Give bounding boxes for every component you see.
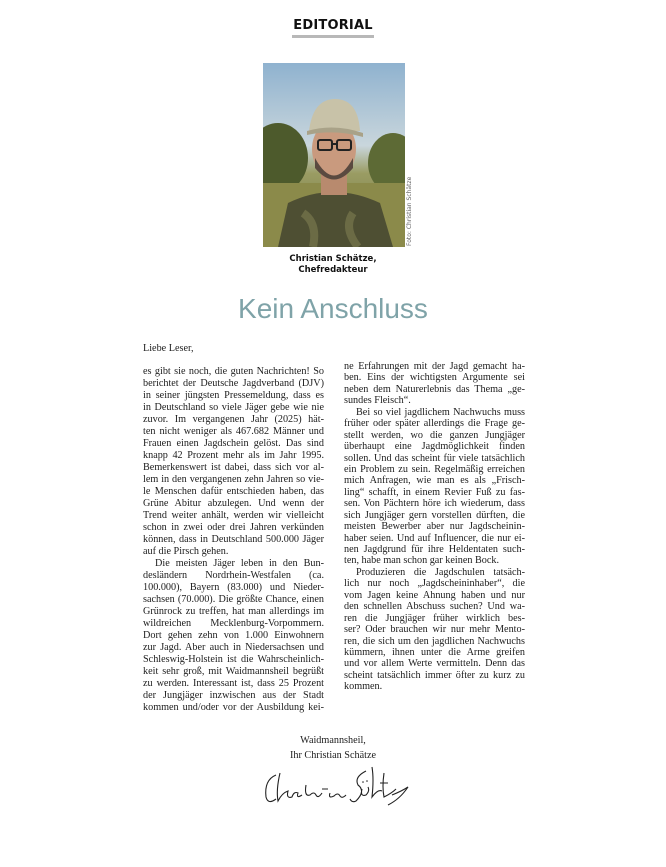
text-line: in Deutschland so viele Jäger gebe wie nie	[143, 402, 324, 413]
text-line: mich Anfragen, wie man es als „Frisch-	[344, 475, 525, 487]
text-line: kümmern, ihnen unter die Arme greifen	[344, 646, 525, 658]
text-line: früher oder später allerdings die Frage ge-	[344, 418, 525, 430]
text-line: zuvor. Im vergangenen Jahr (2025) hät-	[143, 414, 324, 425]
photo-caption	[233, 254, 433, 276]
caption-name: Christian Schätze,	[289, 254, 377, 264]
text-line: und vor allem Werte vermitteln. Denn das	[344, 658, 525, 670]
text-line: kommen und/oder vor der Ausbildung kei-	[143, 702, 324, 713]
text-line: wildreichen Mecklenburg-Vorpommern.	[143, 618, 324, 629]
text-line: vom Jagen keine Ahnung haben und nur	[344, 589, 525, 601]
text-line: ten nicht weniger als 467.682 Männer und	[143, 426, 324, 437]
text-line: ben. Eins der wichtigsten Argumente sei	[344, 372, 525, 384]
text-line: lich nur noch „Jagdscheininhaber“, die	[344, 578, 525, 590]
text-line: nen Jagdgrund für ihre Heldentaten such-	[344, 544, 525, 555]
text-line: Die meisten Jäger leben in den Bun-	[155, 558, 324, 569]
text-line: sollen. Und das scheint für viele tatsächlich	[344, 452, 525, 464]
text-line: Bei so viel jagdlichem Nachwuchs muss	[356, 406, 525, 418]
text-line: sich Jungjäger gern vorstellen dürften, die	[344, 509, 525, 521]
greeting: Liebe Leser,	[143, 343, 194, 354]
text-line: der Jungjäger inzwischen aus der Stadt	[143, 690, 324, 701]
closing	[0, 733, 666, 763]
text-line: sundes Fleisch“.	[344, 395, 411, 407]
text-line: ser? Oder brauchen wir nur mehr Mento-	[344, 624, 525, 636]
text-line: Trend weiter anhält, werden wir vielleicht	[143, 510, 324, 521]
section-header	[0, 16, 666, 38]
text-line: ne Erfahrungen mit der Jagd gemacht ha-	[344, 361, 525, 372]
text-line: ren die Jungjäger früher wirklich bes-	[344, 612, 525, 624]
text-column-right	[344, 361, 525, 693]
text-line: ling“ schafft, in einem Revier Fuß zu fas-	[344, 486, 525, 498]
author-photo	[263, 63, 405, 247]
text-line: schon in zwei oder drei Jahren verkünden	[143, 522, 324, 533]
text-line: auf die Pirsch gehen.	[143, 546, 229, 557]
text-line: ren, die sich um den jagdlichen Nachwuchs	[344, 635, 525, 647]
text-line: ein Problem zu sein. Regelmäßig erreichen	[344, 463, 525, 475]
text-line: überhaupt eine Jagdmöglichkeit finden	[344, 441, 525, 453]
handwritten-signature	[262, 765, 412, 810]
text-line: haber seien. Und auf Influencer, die nur ei-	[344, 532, 525, 544]
text-line: zu werden. Interessant ist, dass 25 Prozent	[143, 678, 324, 689]
photo-credit: Foto: Christian Schätze	[406, 176, 413, 246]
text-column-left	[143, 366, 324, 714]
text-line: 100.000), Bayern (83.000) und Nieder-	[143, 582, 324, 593]
text-line: stellt werden, wo die ganzen Jungjäger	[344, 429, 525, 441]
text-line: neben dem Naturerlebnis das Thema „ge-	[344, 383, 525, 395]
text-line: ten, habe man schon gar keinen Bock.	[344, 555, 500, 567]
text-line: können, dass in Deutschland 500.000 Jäger	[143, 534, 324, 545]
text-line: berichtet der Deutsche Jagdverband (DJV)	[143, 378, 324, 389]
text-line: den schnellen Abschuss suchen? Und wa-	[344, 601, 525, 613]
text-line: kommen.	[344, 681, 383, 693]
article-title: Kein Anschluss	[238, 293, 428, 324]
text-line: Produzieren die Jagdschulen tatsäch-	[356, 566, 525, 578]
text-line: es gibt sie noch, die guten Nachrichten! So	[143, 366, 324, 377]
text-line: sen. Von Pächtern höre ich wiederum, dass	[344, 498, 525, 510]
text-line: keit sehr groß, mit Waidmannsheil begrüßt	[143, 666, 324, 677]
closing-name: Ihr Christian Schätze	[289, 750, 376, 761]
closing-salutation: Waidmannsheil,	[300, 735, 366, 746]
text-line: in seiner jüngsten Pressemeldung, dass es	[143, 390, 324, 401]
text-line: sachsen (70.000). Die größte Chance, einen	[143, 594, 324, 605]
text-line: zur Jagd. Aber auch in Niedersachsen und	[143, 642, 324, 653]
caption-role: Chefredakteur	[298, 265, 368, 275]
text-line: Grüne Abitur abzulegen. Und wenn der	[143, 498, 324, 509]
text-line: meisten Bewerber aber nur Jagdscheinin-	[344, 521, 525, 533]
text-line: lem in den vergangenen zehn Jahren so vie-	[143, 474, 324, 485]
section-label: EDITORIAL	[292, 18, 373, 38]
text-line: Dort gehen zehn von 1.000 Einwohnern	[143, 630, 324, 641]
text-line: Grünrock zu treffen, hat man allerdings im	[143, 606, 324, 617]
text-line: desländern Nordrhein-Westfalen (ca.	[143, 570, 324, 581]
text-line: le Menschen dafür entschieden haben, das	[143, 486, 324, 497]
text-line: knapp 42 Prozent mehr als im Jahr 1995.	[143, 450, 324, 461]
text-line: Schleswig-Holstein ist die Wahrscheinlich-	[143, 654, 324, 665]
text-line: scheint tatsächlich immer öfter zu kurz zu	[344, 669, 525, 681]
text-line: Frauen einen Jagdschein gelöst. Das sind	[143, 438, 324, 449]
text-line: Bemerkenswert ist dabei, dass sich vor al-	[143, 462, 324, 473]
